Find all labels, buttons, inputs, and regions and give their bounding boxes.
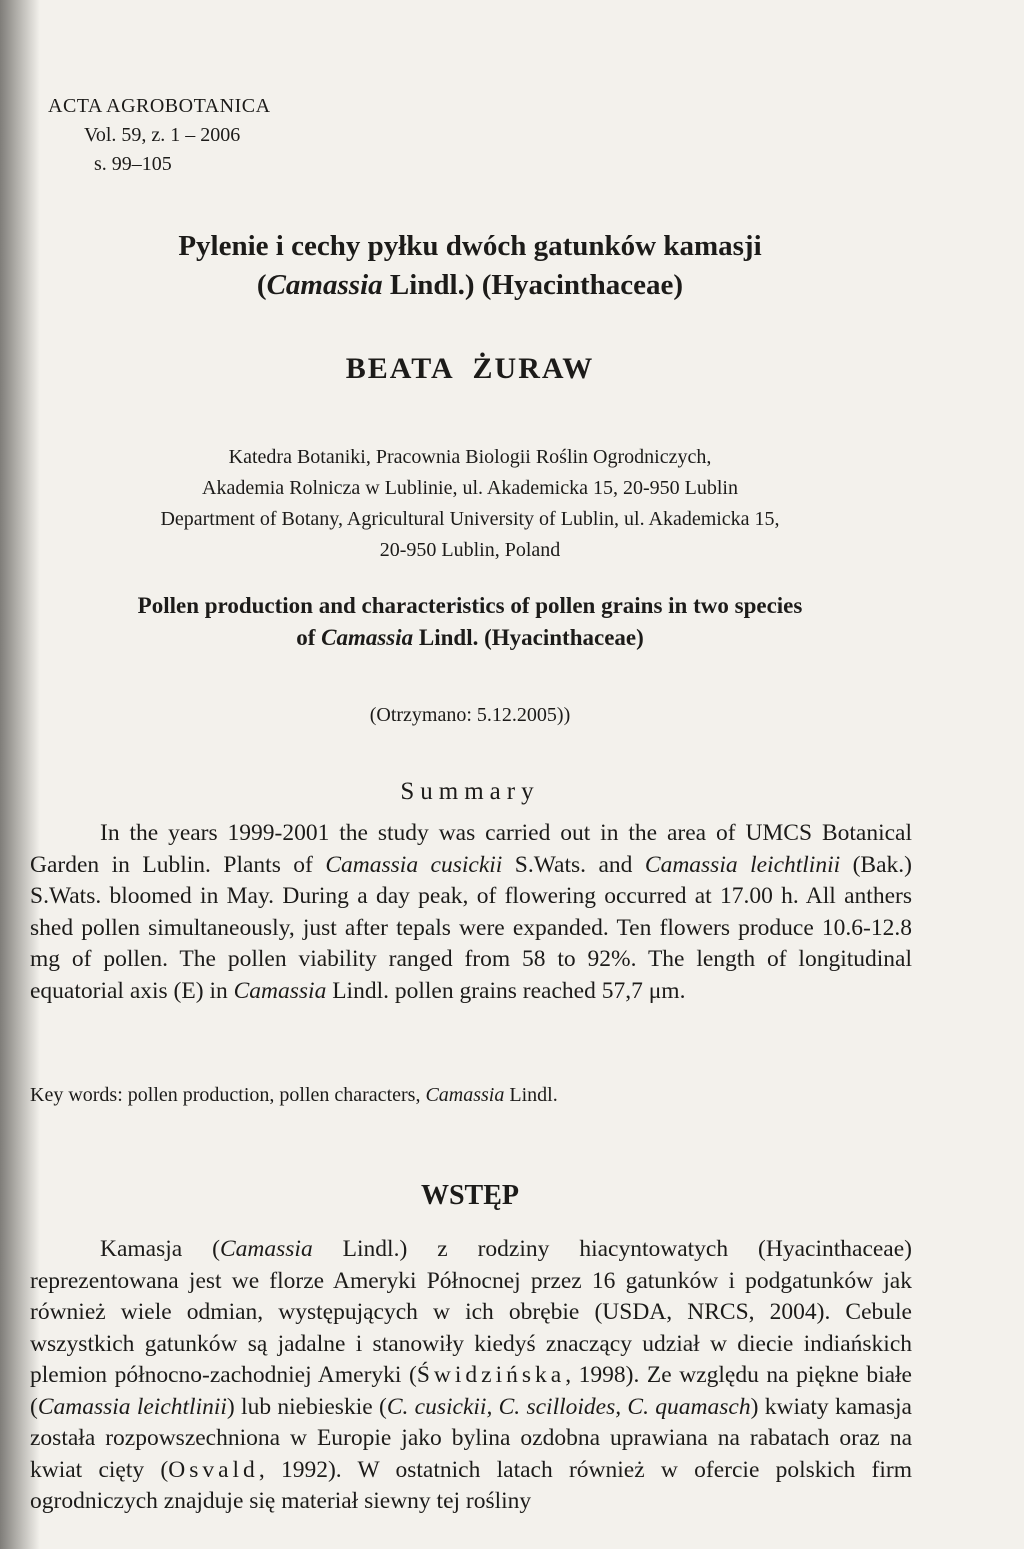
journal-volume: Vol. 59, z. 1 – 2006 (84, 124, 241, 146)
author-citation: Osvald (168, 1456, 259, 1483)
journal-name: ACTA AGROBOTANICA (48, 95, 271, 117)
title-english-line-2: of Camassia Lindl. (Hyacinthaceae) (296, 625, 644, 650)
received-date: (Otrzymano: 5.12.2005)) (369, 704, 571, 726)
title-english (0, 590, 940, 654)
journal-pages: s. 99–105 (94, 153, 172, 175)
title-polish (0, 227, 940, 305)
genus-name: Camassia (266, 269, 383, 301)
author-name: BEATA ŻURAW (345, 352, 595, 385)
affiliation-line-4: 20-950 Lublin, Poland (379, 539, 561, 561)
affiliation (0, 442, 940, 566)
affiliation-line-3: Department of Botany, Agricultural University of Lublin, ul. Akademicka 15, (160, 508, 780, 530)
introduction-paragraph: Kamasja (Camassia Lindl.) z rodziny hiacyntowatych (Hyacinthaceae) reprezentowana jest we florze Ameryki Północnej przez 16 gatunków i podgatunków jak również wiele odmian, występujących w ich obrębie (USDA, NRCS, 2004). Cebule wszystkich gatunków są jadalne i stanowiły kiedyś znaczący udział w diecie indiańskich plemion północno-zachodniej Ameryki (Świdzińska, 1998). Ze względu na piękne białe (Camassia leichtlinii) lub niebieskie (C. cusickii, C. scilloides, C. quamasch) kwiaty kamasja została rozpowszechniona w Europie jako bylina ozdobna uprawiana na rabatach oraz na kwiat cięty (Osvald, 1992). W ostatnich latach również w ofercie polskich firm ogrodniczych znajduje się materiał siewny tej rośliny (30, 1236, 912, 1514)
title-english-line-1: Pollen production and characteristics of pollen grains in two species (137, 593, 803, 618)
author-citation: Świdzińska (416, 1362, 566, 1388)
keywords: Key words: pollen production, pollen characters, Camassia Lindl. (30, 1084, 558, 1106)
genus-name: Camassia (321, 625, 414, 650)
introduction-body (30, 1234, 912, 1518)
summary-body (30, 818, 912, 1007)
affiliation-line-1: Katedra Botaniki, Pracownia Biologii Roślin Ogrodniczych, (228, 446, 712, 468)
title-polish-line-2: (Camassia Lindl.) (Hyacinthaceae) (256, 269, 684, 301)
summary-heading: Summary (400, 778, 540, 805)
section-heading-introduction: WSTĘP (420, 1180, 520, 1211)
title-polish-line-1: Pylenie i cechy pyłku dwóch gatunków kamasji (178, 230, 762, 262)
journal-header (48, 92, 271, 179)
summary-paragraph: In the years 1999-2001 the study was carried out in the area of UMCS Botanical Garden in Lublin. Plants of Camassia cusickii S.Wats. and Camassia leichtlinii (Bak.) S.Wats. bloomed in May. During a day peak, of flowering occurred at 17.00 h. All anthers shed pollen simultaneously, just after tepals were expanded. Ten flowers produce 10.6-12.8 mg of pollen. The pollen viability ranged from 58 to 92%. The length of longitudinal equatorial axis (E) in Camassia Lindl. pollen grains reached 57,7 μm. (30, 820, 912, 1004)
affiliation-line-2: Akademia Rolnicza w Lublinie, ul. Akademicka 15, 20-950 Lublin (202, 477, 738, 499)
